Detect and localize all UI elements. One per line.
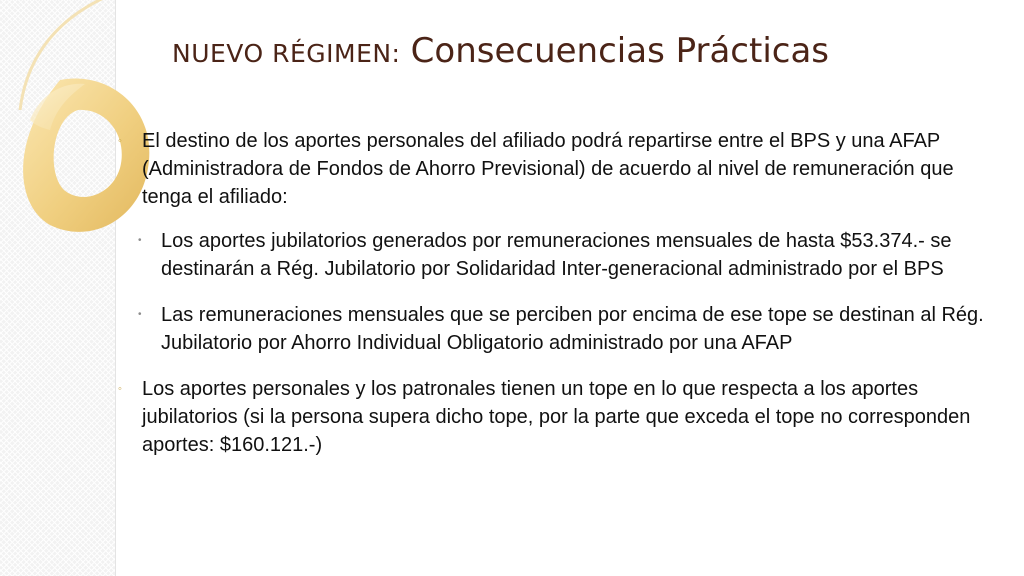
slide-title <box>172 31 830 71</box>
slide-title-prefix: NUEVO RÉGIMEN: <box>172 39 401 68</box>
bullet-circle-icon: ◦ <box>118 383 122 395</box>
slide-title-main: Consecuencias Prácticas <box>410 31 830 71</box>
bullet-item <box>118 127 988 211</box>
bullet-dot-icon: • <box>138 235 142 246</box>
slide-body <box>118 127 988 475</box>
bullet-item <box>118 375 988 459</box>
bullet-text: El destino de los aportes personales del afiliado podrá repartirse entre el BPS y una AFAP (Administradora de Fondos de Ahorro Previsional) de acuerdo al nivel de remuneración que tenga el afiliado: <box>142 130 954 208</box>
sub-bullet-text: Los aportes jubilatorios generados por remuneraciones mensuales de hasta $53.374.- se destinarán a Rég. Jubilatorio por Solidaridad Inter-generacional administrado por el BPS <box>161 230 952 280</box>
bullet-dot-icon: • <box>138 309 142 320</box>
sub-bullet-text: Las remuneraciones mensuales que se perciben por encima de ese tope se destinan al Rég. Jubilatorio por Ahorro Individual Obligatorio administrado por una AFAP <box>161 304 984 354</box>
bullet-circle-icon: ◦ <box>118 135 122 147</box>
sub-bullet-item <box>138 227 988 283</box>
sub-bullet-item <box>138 301 988 357</box>
bullet-text: Los aportes personales y los patronales tienen un tope en lo que respecta a los aportes jubilatorios (si la persona supera dicho tope, por la parte que exceda el tope no corresponden aportes: $160.121.-) <box>142 378 971 456</box>
